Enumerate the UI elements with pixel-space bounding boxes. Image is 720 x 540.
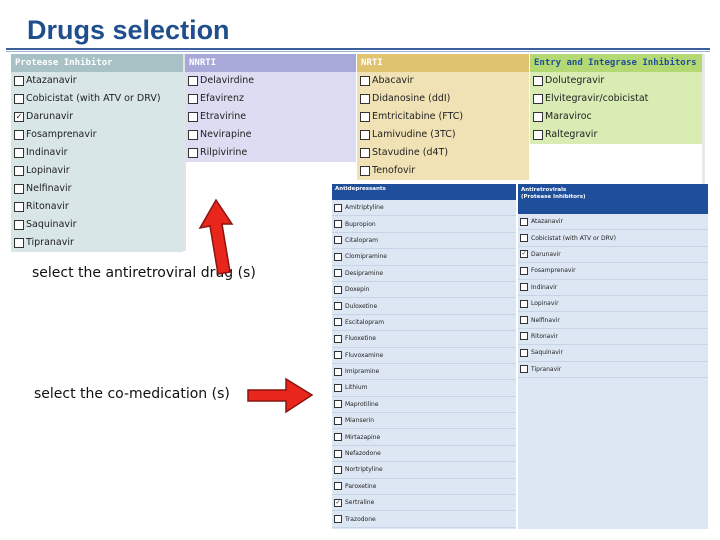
- checkbox-label: Delavirdine: [200, 75, 255, 86]
- checkbox[interactable]: [334, 253, 342, 261]
- checkbox-label: Darunavir: [531, 250, 561, 258]
- checkbox-row-lopinavir[interactable]: [11, 162, 183, 180]
- checkbox-label: Dolutegravir: [545, 75, 605, 86]
- checkbox-row-tenofovir[interactable]: [357, 162, 529, 180]
- checkbox-label: Ritonavir: [26, 201, 69, 212]
- checkbox-label: Clomipramine: [345, 253, 387, 261]
- checkbox-label: Lithium: [345, 384, 368, 392]
- checkbox[interactable]: [360, 94, 370, 104]
- checkbox-row-lithium[interactable]: [332, 380, 516, 396]
- checkbox[interactable]: [334, 417, 342, 425]
- checkbox-label: Fluvoxamine: [345, 351, 384, 359]
- checkbox[interactable]: [334, 450, 342, 458]
- checkbox-row-elvitegravir-cobicistat[interactable]: [530, 90, 702, 108]
- checkbox-row-ritonavir[interactable]: [11, 198, 183, 216]
- checkbox-label: Nevirapine: [200, 129, 252, 140]
- checkbox[interactable]: [14, 202, 24, 212]
- antiretrovirals-header-line2: (Protease Inhibitors): [521, 194, 586, 200]
- checkbox[interactable]: [520, 234, 528, 242]
- checkbox[interactable]: [334, 515, 342, 523]
- checkbox[interactable]: [334, 466, 342, 474]
- checkbox-row-mianserin[interactable]: [332, 413, 516, 429]
- checkbox-label: Indinavir: [531, 283, 558, 291]
- checkbox-label: Ritonavir: [531, 332, 559, 340]
- checkbox[interactable]: [14, 184, 24, 194]
- checkbox[interactable]: [360, 166, 370, 176]
- checkbox[interactable]: [533, 112, 543, 122]
- checkbox-row-didanosine-ddi[interactable]: [357, 90, 529, 108]
- checkbox[interactable]: [533, 130, 543, 140]
- checkbox-row-tipranavir[interactable]: [518, 362, 708, 378]
- nrti-header: NRTI: [357, 54, 529, 72]
- checkbox-row-nevirapine[interactable]: [185, 126, 356, 144]
- checkbox-label: Fluoxetine: [345, 335, 376, 343]
- checkbox-row-efavirenz[interactable]: [185, 90, 356, 108]
- checkbox-row-nefazodone[interactable]: [332, 446, 516, 462]
- checkbox-label: Mirtazapine: [345, 433, 381, 441]
- checkbox-label: Sertraline: [345, 499, 375, 507]
- checkbox-label: Fosamprenavir: [531, 267, 576, 275]
- checkbox[interactable]: [334, 269, 342, 277]
- checkbox[interactable]: [360, 130, 370, 140]
- checkbox-label: Desipramine: [345, 269, 384, 277]
- checkbox-label: Saquinavir: [26, 219, 77, 230]
- checkbox-row-delavirdine[interactable]: [185, 72, 356, 90]
- checkbox[interactable]: [14, 166, 24, 176]
- checkbox[interactable]: [334, 286, 342, 294]
- checkbox-row-imipramine[interactable]: [332, 364, 516, 380]
- entry-integrase-column: [530, 54, 702, 144]
- entry-integrase-header: Entry and Integrase Inhibitors: [530, 54, 702, 72]
- checkbox-label: Didanosine (ddI): [372, 93, 451, 104]
- checkbox-label: Paroxetine: [345, 482, 377, 490]
- checkbox-row-cobicistat-with-atv-or-drv[interactable]: [11, 90, 183, 108]
- checkbox-row-amitriptyline[interactable]: [332, 200, 516, 216]
- title-divider: [6, 48, 710, 50]
- checkbox-label: Citalopram: [345, 236, 379, 244]
- checkbox-label: Atazanavir: [26, 75, 77, 86]
- checkbox-row-duloxetine[interactable]: [332, 298, 516, 314]
- checkbox[interactable]: [533, 76, 543, 86]
- checkbox[interactable]: [334, 335, 342, 343]
- checkbox[interactable]: [360, 76, 370, 86]
- checkbox-label: Cobicistat (with ATV or DRV): [26, 93, 161, 104]
- checkbox-label: Raltegravir: [545, 129, 598, 140]
- protease-inhibitor-header: Protease Inhibitor: [11, 54, 183, 72]
- page-title: Drugs selection: [27, 15, 230, 45]
- checkbox-row-darunavir[interactable]: [518, 247, 708, 263]
- checkbox-label: Bupropion: [345, 220, 376, 228]
- checkbox-row-indinavir[interactable]: [11, 144, 183, 162]
- checkbox[interactable]: [334, 384, 342, 392]
- checkbox-row-rilpivirine[interactable]: [185, 144, 356, 162]
- checkbox-label: Trazodone: [345, 515, 376, 523]
- checkbox[interactable]: [334, 318, 342, 326]
- checkbox-row-darunavir[interactable]: [11, 108, 183, 126]
- antidepressants-header: [332, 184, 516, 200]
- checkbox[interactable]: [188, 112, 198, 122]
- checkbox[interactable]: [360, 112, 370, 122]
- checkbox-label: Mianserin: [345, 417, 375, 425]
- checkbox-label: Emtricitabine (FTC): [372, 111, 464, 122]
- checkbox-label: Escitalopram: [345, 318, 385, 326]
- checkbox-label: Atazanavir: [531, 218, 564, 226]
- checkbox[interactable]: [334, 204, 342, 212]
- checkbox-label: Rilpivirine: [200, 147, 248, 158]
- checkbox-label: Lopinavir: [531, 300, 559, 308]
- checkbox-label: Nortriptyline: [345, 466, 383, 474]
- checkbox[interactable]: [188, 130, 198, 140]
- checkbox[interactable]: [14, 148, 24, 158]
- checkbox-row-etravirine[interactable]: [185, 108, 356, 126]
- checkbox-row-dolutegravir[interactable]: [530, 72, 702, 90]
- checkbox-checked[interactable]: ✓: [335, 498, 341, 506]
- checkbox[interactable]: [188, 94, 198, 104]
- up-arrow-icon: [196, 198, 236, 278]
- checkbox-row-cobicistat-with-atv-or-drv[interactable]: [518, 230, 708, 246]
- checkbox-label: Fosamprenavir: [26, 129, 97, 140]
- checkbox-row-atazanavir[interactable]: [11, 72, 183, 90]
- checkbox-row-mirtazapine[interactable]: [332, 429, 516, 445]
- checkbox-row-nelfinavir[interactable]: [11, 180, 183, 198]
- nrti-column: [357, 54, 529, 180]
- checkbox-label: Doxepin: [345, 286, 370, 294]
- checkbox-row-fluoxetine[interactable]: [332, 331, 516, 347]
- checkbox-row-tipranavir[interactable]: [11, 234, 183, 252]
- checkbox[interactable]: [520, 218, 528, 226]
- checkbox-row-paroxetine[interactable]: [332, 479, 516, 495]
- comedication-instruction: select the co-medication (s): [34, 386, 230, 402]
- checkbox-label: Lopinavir: [26, 165, 70, 176]
- protease-inhibitor-column: [11, 54, 183, 252]
- checkbox[interactable]: [334, 351, 342, 359]
- checkbox-row-atazanavir[interactable]: [518, 214, 708, 230]
- checkbox-label: Indinavir: [26, 147, 68, 158]
- checkbox[interactable]: [14, 76, 24, 86]
- checkbox-label: Elvitegravir/cobicistat: [545, 93, 649, 104]
- checkbox[interactable]: [334, 433, 342, 441]
- right-arrow-icon: [246, 376, 316, 416]
- checkbox[interactable]: [334, 236, 342, 244]
- checkbox-label: Nelfinavir: [26, 183, 72, 194]
- checkbox[interactable]: [533, 94, 543, 104]
- checkbox-label: Etravirine: [200, 111, 247, 122]
- checkbox-row-trazodone[interactable]: [332, 511, 516, 527]
- checkbox-label: Nelfinavir: [531, 316, 560, 324]
- checkbox-row-nortriptyline[interactable]: [332, 462, 516, 478]
- checkbox-row-citalopram[interactable]: [332, 233, 516, 249]
- checkbox-row-maprotiline[interactable]: [332, 397, 516, 413]
- checkbox-label: Imipramine: [345, 368, 380, 376]
- checkbox-row-saquinavir[interactable]: [518, 345, 708, 361]
- checkbox-row-doxepin[interactable]: [332, 282, 516, 298]
- checkbox[interactable]: [334, 482, 342, 490]
- checkbox[interactable]: [334, 302, 342, 310]
- checkbox[interactable]: [334, 220, 342, 228]
- checkbox-row-bupropion[interactable]: [332, 216, 516, 232]
- antiretrovirals-header: [518, 184, 708, 214]
- checkbox[interactable]: [520, 332, 528, 340]
- nnrti-column: [185, 54, 356, 162]
- checkbox-checked[interactable]: ✓: [15, 112, 23, 121]
- checkbox-label: Nefazodone: [345, 450, 381, 458]
- antidepressants-header-label: Antidepressants: [335, 186, 386, 192]
- checkbox-row-clomipramine[interactable]: [332, 249, 516, 265]
- antiretrovirals-header-line1: Antiretrovirals: [521, 187, 567, 193]
- checkbox-label: Darunavir: [26, 111, 74, 122]
- checkbox-label: Duloxetine: [345, 302, 378, 310]
- checkbox-row-indinavir[interactable]: [518, 280, 708, 296]
- checkbox-label: Cobicistat (with ATV or DRV): [531, 234, 616, 242]
- checkbox[interactable]: [334, 368, 342, 376]
- checkbox-label: Lamivudine (3TC): [372, 129, 456, 140]
- checkbox-row-emtricitabine-ftc[interactable]: [357, 108, 529, 126]
- checkbox-row-saquinavir[interactable]: [11, 216, 183, 234]
- checkbox-label: Maprotiline: [345, 400, 379, 408]
- checkbox-row-maraviroc[interactable]: [530, 108, 702, 126]
- antidepressants-panel: [332, 184, 516, 529]
- antiretroviral-instruction: select the antiretroviral drug (s): [32, 265, 256, 281]
- checkbox-checked[interactable]: ✓: [521, 250, 527, 258]
- checkbox-label: Tipranavir: [26, 237, 74, 248]
- checkbox-row-raltegravir[interactable]: [530, 126, 702, 144]
- checkbox[interactable]: [520, 365, 528, 373]
- checkbox-label: Tipranavir: [531, 365, 562, 373]
- checkbox-label: Maraviroc: [545, 111, 592, 122]
- checkbox-label: Tenofovir: [372, 165, 416, 176]
- checkbox-label: Abacavir: [372, 75, 414, 86]
- checkbox-row-desipramine[interactable]: [332, 266, 516, 282]
- checkbox-row-ritonavir[interactable]: [518, 329, 708, 345]
- checkbox-row-nelfinavir[interactable]: [518, 312, 708, 328]
- checkbox-row-lopinavir[interactable]: [518, 296, 708, 312]
- checkbox-row-lamivudine-3tc[interactable]: [357, 126, 529, 144]
- checkbox-label: Saquinavir: [531, 349, 563, 357]
- checkbox[interactable]: [14, 238, 24, 248]
- checkbox-row-fosamprenavir[interactable]: [518, 263, 708, 279]
- checkbox-row-fosamprenavir[interactable]: [11, 126, 183, 144]
- checkbox[interactable]: [360, 148, 370, 158]
- checkbox-row-sertraline[interactable]: [332, 495, 516, 511]
- checkbox-label: Stavudine (d4T): [372, 147, 449, 158]
- checkbox-label: Efavirenz: [200, 93, 244, 104]
- checkbox-row-fluvoxamine[interactable]: [332, 348, 516, 364]
- nnrti-header: NNRTI: [185, 54, 356, 72]
- checkbox[interactable]: [14, 130, 24, 140]
- checkbox[interactable]: [520, 349, 528, 357]
- antiretrovirals-panel: [518, 184, 708, 529]
- checkbox[interactable]: [520, 300, 528, 308]
- checkbox[interactable]: [520, 267, 528, 275]
- checkbox-row-escitalopram[interactable]: [332, 315, 516, 331]
- checkbox[interactable]: [188, 76, 198, 86]
- checkbox[interactable]: [188, 148, 198, 158]
- checkbox-row-abacavir[interactable]: [357, 72, 529, 90]
- right-edge-strip: [702, 54, 705, 184]
- checkbox[interactable]: [334, 400, 342, 408]
- checkbox[interactable]: [14, 94, 24, 104]
- title-divider-secondary: [6, 51, 710, 52]
- checkbox[interactable]: [14, 220, 24, 230]
- checkbox-row-stavudine-d4t[interactable]: [357, 144, 529, 162]
- checkbox[interactable]: [520, 316, 528, 324]
- checkbox[interactable]: [520, 283, 528, 291]
- checkbox-label: Amitriptyline: [345, 204, 384, 212]
